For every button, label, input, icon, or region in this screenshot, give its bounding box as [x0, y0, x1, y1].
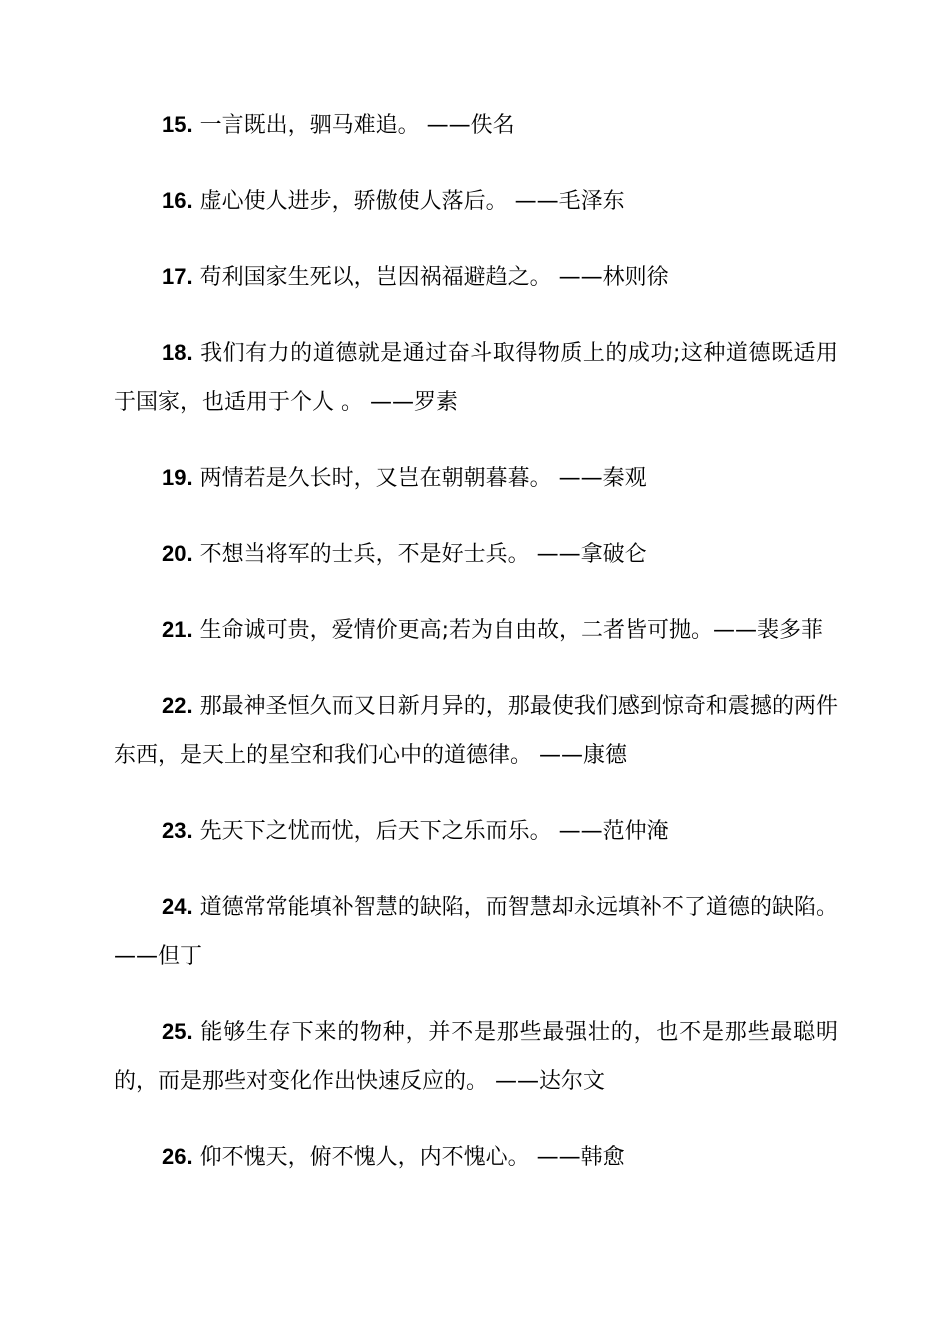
quote-text: 虚心使人进步，骄傲使人落后。 ——毛泽东	[199, 189, 625, 214]
quote-item	[114, 882, 838, 981]
quote-text: 不想当将军的士兵，不是好士兵。 ——拿破仑	[199, 542, 647, 567]
quote-number: 24.	[162, 894, 193, 919]
quote-number: 18.	[162, 340, 193, 365]
quote-item	[114, 453, 838, 503]
quote-text: 道德常常能填补智慧的缺陷，而智慧却永远填补不了道德的缺陷。 ——但丁	[114, 895, 838, 969]
quote-list	[114, 100, 838, 1208]
quote-item	[114, 529, 838, 579]
quote-item	[114, 100, 838, 150]
quote-number: 22.	[162, 693, 193, 718]
quote-item	[114, 605, 838, 655]
quote-item	[114, 252, 838, 302]
quote-text: 那最神圣恒久而又日新月异的，那最使我们感到惊奇和震撼的两件东西，是天上的星空和我们心中的道德律。 ——康德	[114, 694, 838, 768]
quote-text: 生命诚可贵，爱情价更高;若为自由故，二者皆可抛。——裴多菲	[199, 618, 824, 643]
quote-item	[114, 806, 838, 856]
quote-number: 21.	[162, 617, 193, 642]
quote-number: 16.	[162, 188, 193, 213]
quote-item	[114, 1132, 838, 1182]
quote-text: 两情若是久长时，又岂在朝朝暮暮。 ——秦观	[199, 466, 647, 491]
quote-number: 17.	[162, 264, 193, 289]
quote-number: 23.	[162, 818, 193, 843]
quote-number: 26.	[162, 1144, 193, 1169]
quote-number: 20.	[162, 541, 193, 566]
quote-number: 15.	[162, 112, 193, 137]
quote-text: 仰不愧天，俯不愧人，内不愧心。 ——韩愈	[199, 1145, 625, 1170]
quote-item	[114, 681, 838, 780]
quote-text: 先天下之忧而忧，后天下之乐而乐。 ——范仲淹	[199, 819, 669, 844]
quote-text: 苟利国家生死以，岂因祸福避趋之。 ——林则徐	[199, 265, 669, 290]
quote-text: 一言既出，驷马难追。 ——佚名	[199, 113, 515, 138]
quote-item	[114, 328, 838, 427]
quote-text: 我们有力的道德就是通过奋斗取得物质上的成功;这种道德既适用于国家，也适用于个人 。 ——罗素	[114, 341, 838, 415]
quote-text: 能够生存下来的物种，并不是那些最强壮的，也不是那些最聪明的，而是那些对变化作出快速反应的。 ——达尔文	[114, 1020, 838, 1094]
quote-number: 25.	[162, 1019, 193, 1044]
quote-item	[114, 1007, 838, 1106]
quote-number: 19.	[162, 465, 193, 490]
quote-item	[114, 176, 838, 226]
